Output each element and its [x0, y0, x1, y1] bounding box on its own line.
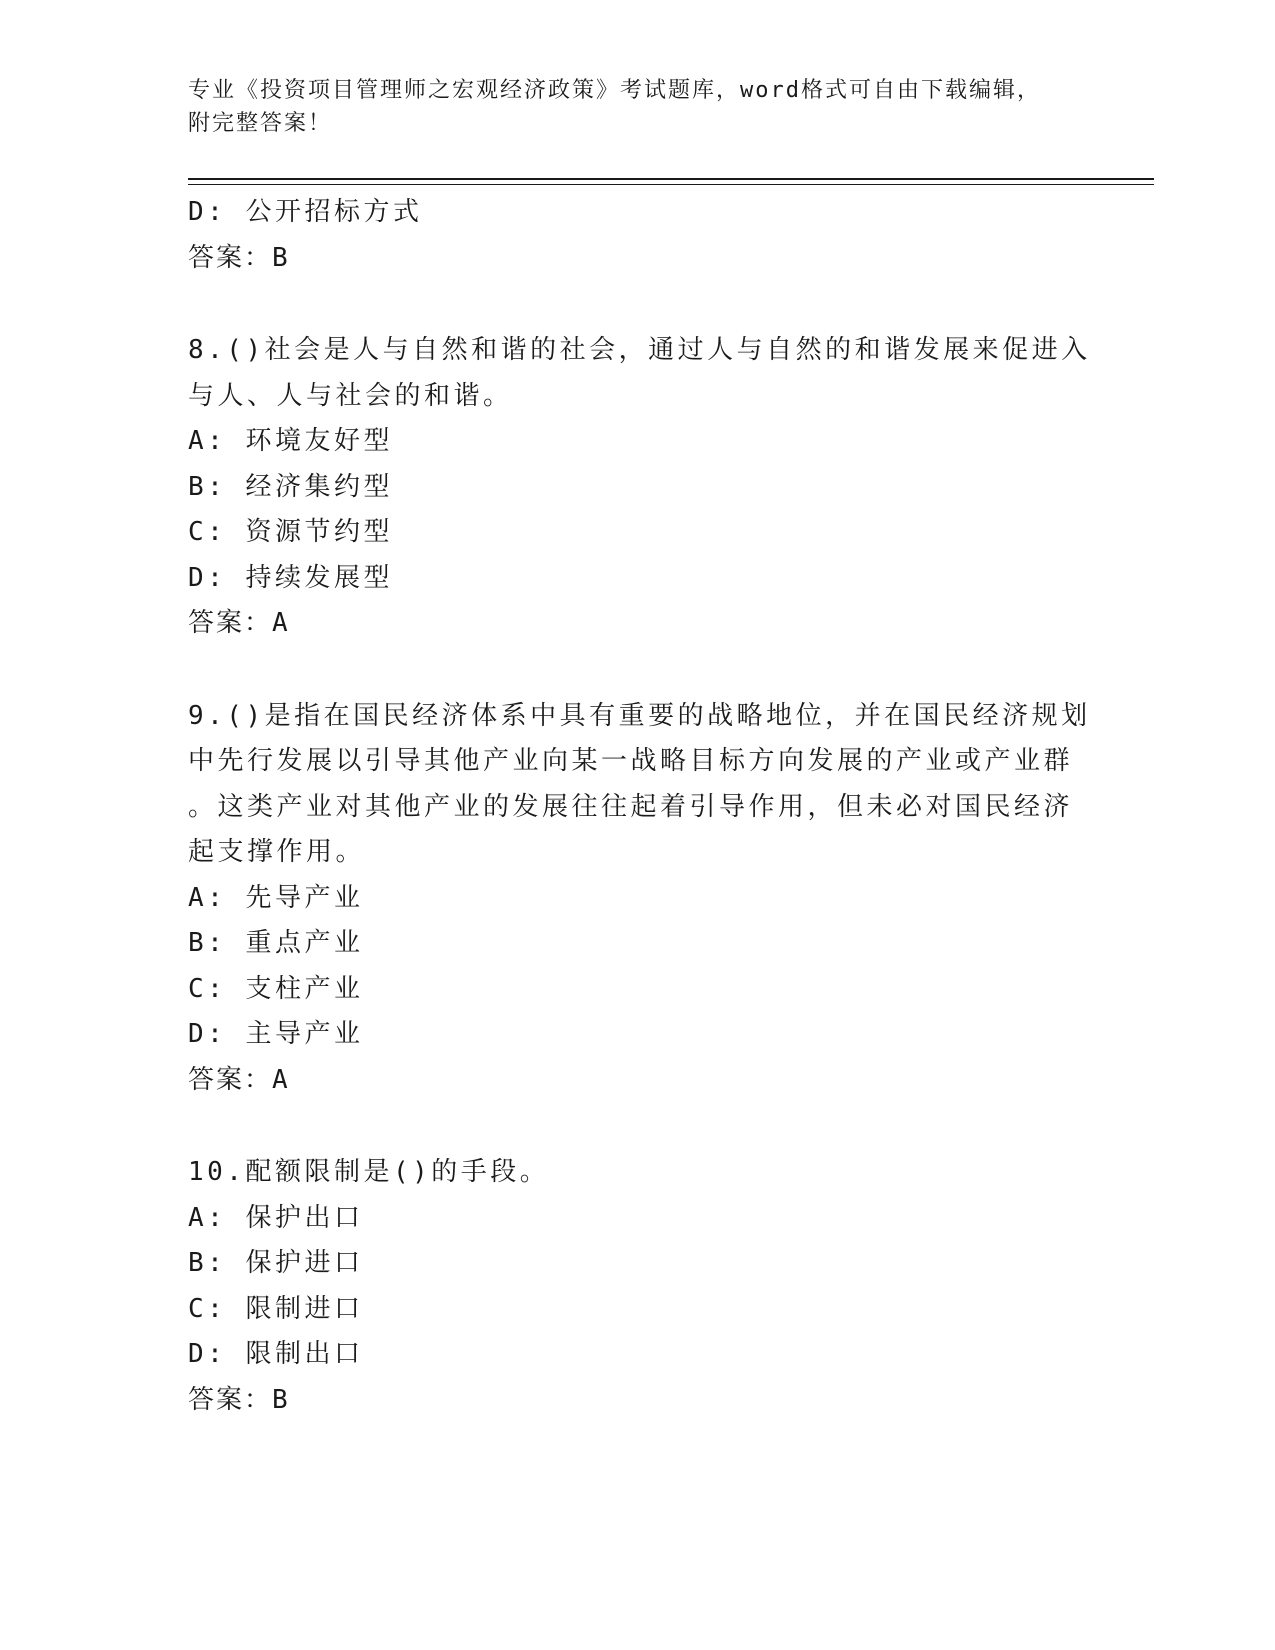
question-10: [188, 1150, 1068, 1423]
option-b: B: 保护进口: [188, 1248, 364, 1278]
question-stem: 中先行发展以引导其他产业向某一战略目标方向发展的产业或产业群: [188, 746, 1074, 776]
question-list: [188, 190, 1091, 1423]
answer: 答案：A: [188, 1064, 290, 1095]
option-b: B: 重点产业: [188, 928, 364, 958]
option-c: C: 资源节约型: [188, 517, 393, 547]
option-a: A: 先导产业: [188, 882, 364, 913]
option-c: C: 支柱产业: [188, 973, 364, 1004]
answer: 答案：B: [188, 1384, 290, 1415]
option-a: A: 环境友好型: [188, 426, 393, 456]
option-d: D: 公开招标方式: [188, 197, 423, 227]
question-stem: 。这类产业对其他产业的发展往往起着引导作用，但未必对国民经济: [188, 791, 1074, 822]
question-stem: 9.()是指在国民经济体系中具有重要的战略地位，并在国民经济规划: [188, 700, 1091, 731]
question-stem: 8.()社会是人与自然和谐的社会，通过人与自然的和谐发展来促进入: [188, 335, 1091, 365]
question-stem: 起支撑作用。: [188, 837, 366, 867]
option-d: D: 限制出口: [188, 1339, 364, 1369]
option-d: D: 持续发展型: [188, 562, 393, 593]
question-8: [188, 328, 1091, 647]
header-divider-thick: [188, 178, 1154, 180]
question-stem: 与人、人与社会的和谐。: [188, 380, 513, 411]
question-9: [188, 694, 1091, 1104]
header-line-1: 专业《投资项目管理师之宏观经济政策》考试题库，word格式可自由下载编辑，: [188, 78, 1041, 103]
spacer: [188, 281, 1068, 328]
option-a: A: 保护出口: [188, 1202, 364, 1233]
option-b: B: 经济集约型: [188, 471, 393, 502]
spacer: [188, 1103, 1068, 1150]
question-7-tail: [188, 190, 1068, 281]
header-line-2: 附完整答案！: [188, 111, 333, 136]
document-header: [188, 74, 1068, 140]
option-d: D: 主导产业: [188, 1019, 364, 1049]
question-stem: 10.配额限制是()的手段。: [188, 1157, 550, 1187]
answer: 答案：B: [188, 242, 290, 273]
answer: 答案：A: [188, 608, 290, 638]
spacer: [188, 647, 1068, 694]
header-divider-thin: [188, 184, 1154, 185]
option-c: C: 限制进口: [188, 1293, 364, 1324]
